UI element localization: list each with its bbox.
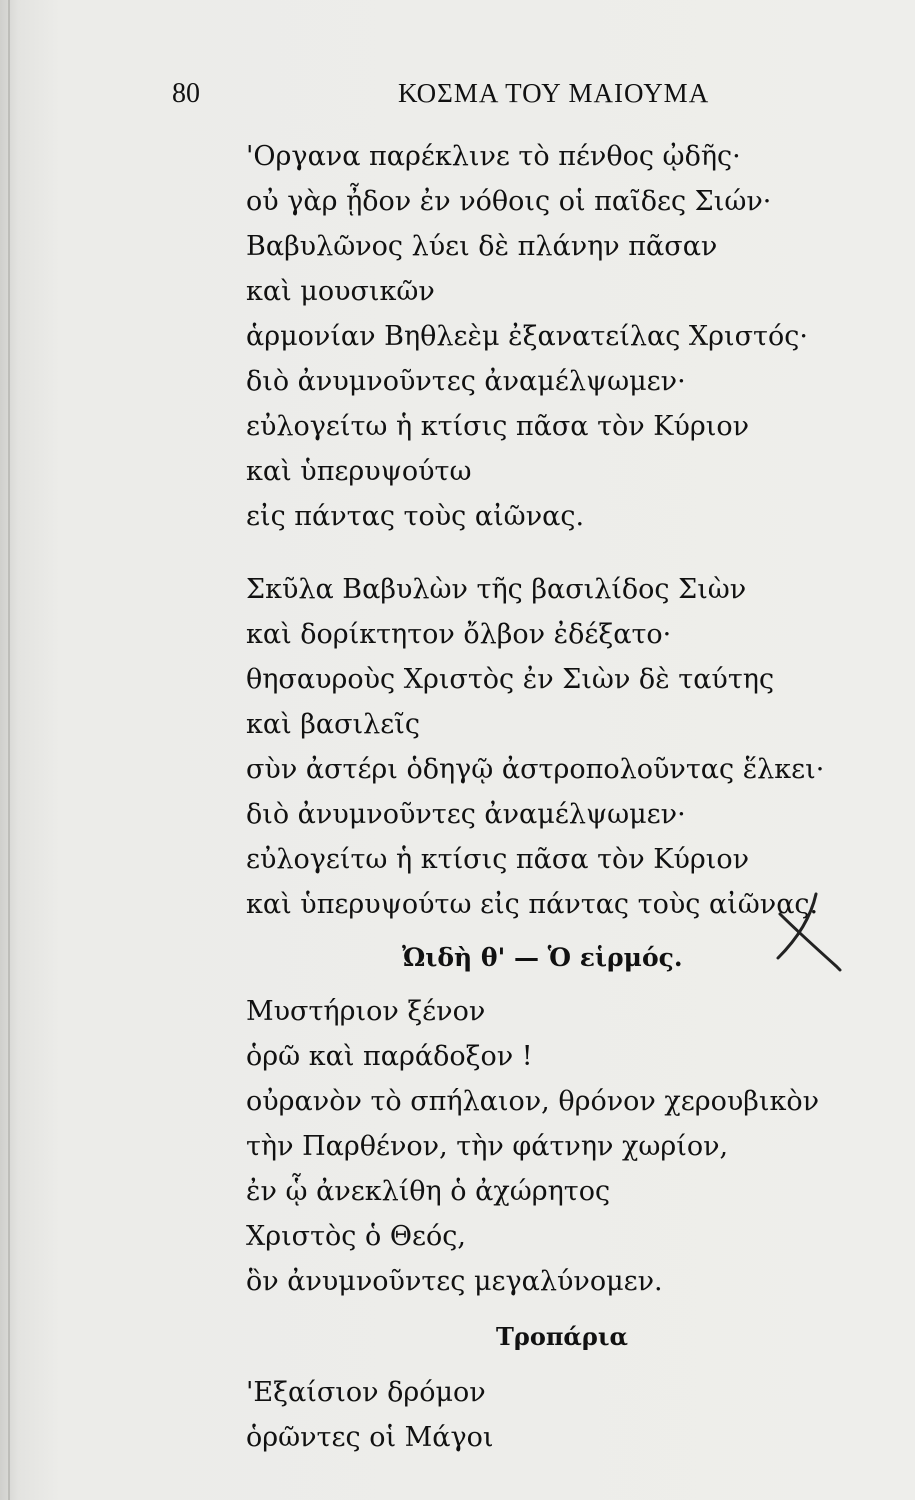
verse-line: διὸ ἀνυμνοῦντες ἀναμέλψωμεν·	[246, 799, 686, 830]
verse-line: ἐν ᾧ ἀνεκλίθη ὁ ἀχώρητος	[246, 1176, 611, 1207]
verse-line: ἁρμονίαν Βηθλεὲμ ἐξανατείλας Χριστός·	[246, 321, 808, 352]
verse-line: Σκῦλα Βαβυλὼν τῆς βασιλίδος Σιὼν	[246, 574, 747, 605]
verse-line: οὐρανὸν τὸ σπήλαιον, θρόνον χερουβικὸν	[246, 1086, 820, 1117]
handwritten-cross-mark	[772, 890, 852, 974]
troparia-heading: Τροπάρια	[496, 1322, 628, 1351]
verse-line: οὐ γὰρ ᾖδον ἐν νόθοις οἱ παῖδες Σιών·	[246, 186, 772, 217]
stanza-2	[246, 567, 886, 927]
page-gutter	[8, 0, 10, 1500]
troparion	[246, 1370, 886, 1460]
verse-line: εὐλογείτω ἡ κτίσις πᾶσα τὸν Κύριον	[246, 844, 750, 875]
page-header	[0, 78, 915, 118]
running-title: ΚΟΣΜΑ ΤΟΥ ΜΑΙΟΥΜΑ	[398, 78, 710, 108]
verse-line: θησαυροὺς Χριστὸς ἐν Σιὼν δὲ ταύτης	[246, 664, 775, 695]
verse-line: εὐλογείτω ἡ κτίσις πᾶσα τὸν Κύριον	[246, 411, 750, 442]
ode-heading: Ὠιδὴ θ' — Ὁ εἱρμός.	[402, 943, 683, 972]
verse-line: 'Οργανα παρέκλινε τὸ πένθος ᾠδῆς·	[246, 141, 741, 172]
verse-line: Μυστήριον ξένον	[246, 996, 486, 1027]
stanza-1	[246, 134, 886, 539]
page-number: 80	[172, 78, 200, 109]
hymn-text	[246, 134, 886, 1460]
verse-line: ὁρῶντες οἱ Μάγοι	[246, 1422, 494, 1453]
verse-line: καὶ βασιλεῖς	[246, 709, 420, 740]
verse-line: καὶ μουσικῶν	[246, 276, 435, 307]
verse-line: ὁρῶ καὶ παράδοξον !	[246, 1041, 533, 1072]
stanza-gap	[246, 539, 886, 567]
verse-line: σὺν ἀστέρι ὁδηγῷ ἀστροπολοῦντας ἕλκει·	[246, 754, 825, 785]
irmos	[246, 989, 886, 1304]
verse-line: διὸ ἀνυμνοῦντες ἀναμέλψωμεν·	[246, 366, 686, 397]
verse-line: καὶ ὑπερυψούτω εἰς πάντας τοὺς αἰῶνας.	[246, 889, 819, 920]
verse-line: καὶ δορίκτητον ὄλβον ἐδέξατο·	[246, 619, 672, 650]
verse-line: εἰς πάντας τοὺς αἰῶνας.	[246, 501, 585, 532]
verse-line: Χριστὸς ὁ Θεός,	[246, 1221, 466, 1252]
verse-line: καὶ ὑπερυψούτω	[246, 456, 472, 487]
verse-line: 'Εξαίσιον δρόμον	[246, 1377, 486, 1408]
verse-line: ὃν ἀνυμνοῦντες μεγαλύνομεν.	[246, 1266, 663, 1297]
verse-line: τὴν Παρθένον, τὴν φάτνην χωρίον,	[246, 1131, 729, 1162]
verse-line: Βαβυλῶνος λύει δὲ πλάνην πᾶσαν	[246, 231, 718, 262]
